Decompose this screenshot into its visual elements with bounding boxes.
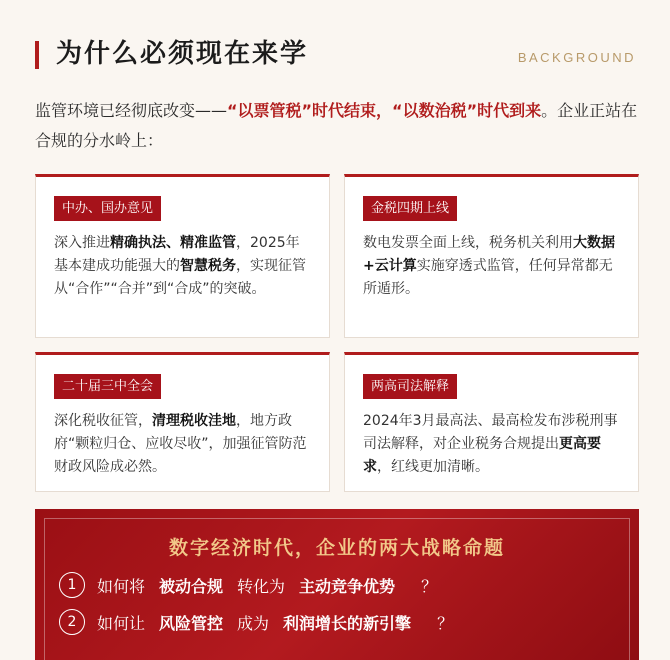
intro-text: 监管环境已经彻底改变—— <box>35 101 228 120</box>
card-text: 数电发票全面上线，税务机关利用 <box>363 235 573 251</box>
card-label: 二十届三中全会 <box>54 374 161 399</box>
question-keyword: 利润增长的新引擎 <box>283 613 412 633</box>
card-text: 深入推进 <box>54 235 110 251</box>
card-body <box>54 410 311 479</box>
card-text: ，2025年基本建成功能强大的 <box>54 235 300 274</box>
card-text: ，地方政府“颗粒归仓、应收尽收”，加强征管防范财政风险成必然。 <box>54 413 307 475</box>
question-text: 如何将 <box>97 576 146 596</box>
question-text: 如何让 <box>97 613 146 633</box>
section-title: 为什么必须现在来学 <box>56 39 309 69</box>
card-keyword: 智慧税务 <box>180 258 236 274</box>
card-label: 金税四期上线 <box>363 196 457 221</box>
question-row <box>59 609 453 635</box>
accent-bar <box>35 41 39 69</box>
question-text: 成为 <box>237 613 270 633</box>
intro-highlight: “以票管税”时代结束，“以数治税”时代到来 <box>227 101 542 120</box>
banner-title: 数字经济时代，企业的两大战略命题 <box>168 537 505 559</box>
card-label: 两高司法解释 <box>363 374 457 399</box>
card-text: ，红线更加清晰。 <box>377 459 489 475</box>
question-number: 2 <box>59 609 85 635</box>
intro-text-end: 。企业正站在合规的分水岭上： <box>35 101 638 150</box>
section-header <box>35 38 636 70</box>
card-golden-tax <box>344 174 639 338</box>
question-keyword: 被动合规 <box>159 576 224 596</box>
card-body <box>363 232 620 301</box>
question-keyword: 风险管控 <box>159 613 224 633</box>
question-keyword: 主动竞争优势 <box>299 576 396 596</box>
card-text: 实施穿透式监管，任何异常都无所遁形。 <box>363 258 613 297</box>
card-judicial-interpretation <box>344 352 639 492</box>
card-keyword: 大数据+云计算 <box>363 235 615 274</box>
card-keyword: 精确执法、精准监管 <box>110 235 236 251</box>
section-tag: BACKGROUND <box>517 50 636 65</box>
card-body <box>54 232 311 301</box>
strategy-banner <box>35 509 639 660</box>
question-mark: ？ <box>437 613 454 633</box>
question-text: 转化为 <box>237 576 286 596</box>
card-body <box>363 410 620 479</box>
question-number: 1 <box>59 572 85 598</box>
card-text: ，实现征管从“合作”“合并”到“合成”的突破。 <box>54 258 306 297</box>
question-row <box>59 572 437 598</box>
card-keyword: 清理税收洼地 <box>152 413 236 429</box>
card-keyword: 更高要求 <box>363 436 601 475</box>
card-text: 深化税收征管， <box>54 413 152 429</box>
intro-paragraph <box>35 96 640 156</box>
card-third-plenum <box>35 352 330 492</box>
card-label: 中办、国办意见 <box>54 196 161 221</box>
card-text: 2024年3月最高法、最高检发布涉税刑事司法解释，对企业税务合规提出 <box>363 413 618 452</box>
question-mark: ？ <box>421 576 438 596</box>
card-policy-opinion <box>35 174 330 338</box>
